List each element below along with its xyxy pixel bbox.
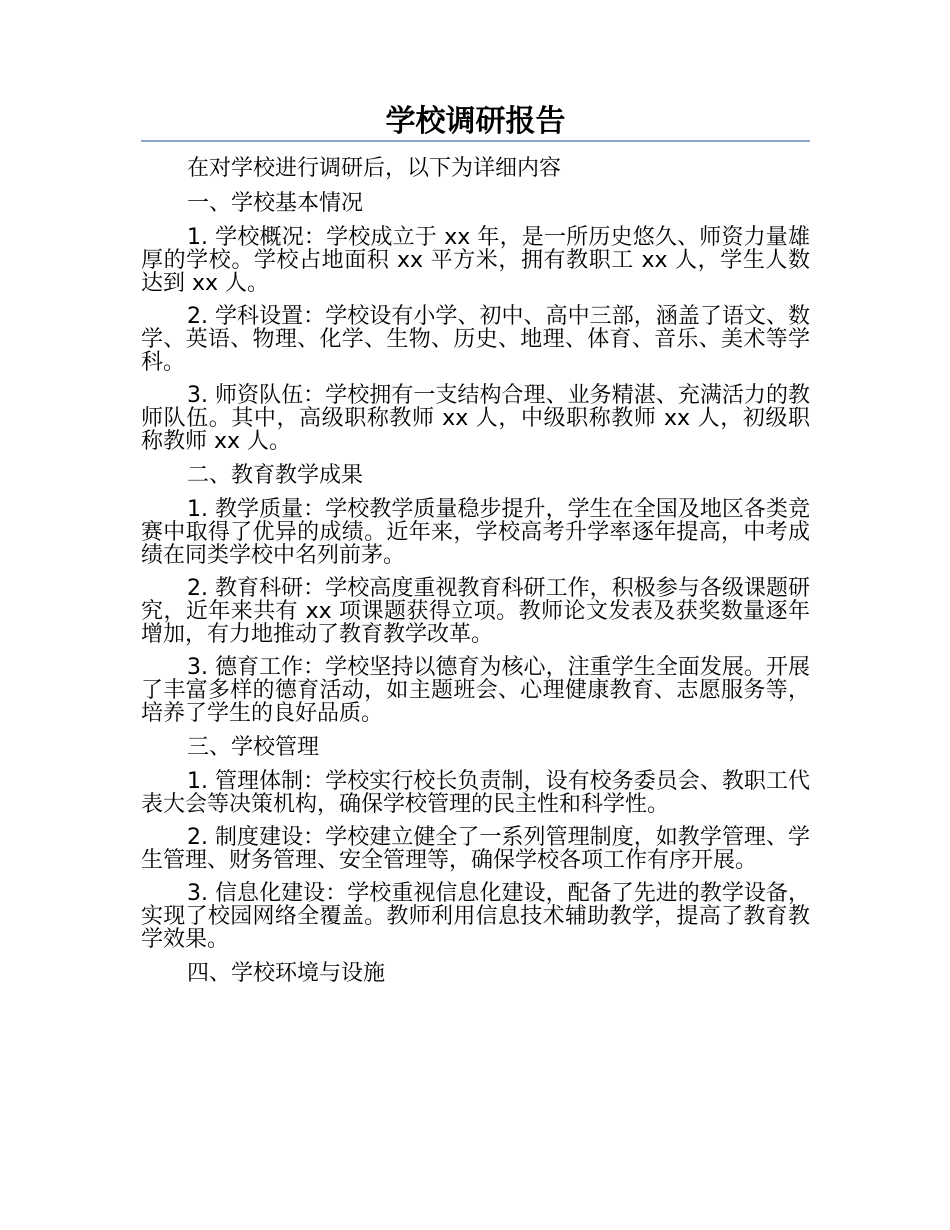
- paragraph-teaching-quality: 1. 教学质量：学校教学质量稳步提升，学生在全国及地区各类竞赛中取得了优异的成绩。近年来，学校高考升学率逐年提高，中考成绩在同类学校中名列前茅。: [141, 497, 810, 568]
- document-page: [141, 104, 810, 996]
- section-heading-school-management: 三、学校管理: [187, 735, 320, 760]
- paragraph-subject-settings: 2. 学科设置：学校设有小学、初中、高中三部，涵盖了语文、数学、英语、物理、化学、生物、历史、地理、体育、音乐、美术等学科。: [141, 304, 810, 375]
- document-title: 学校调研报告: [385, 104, 566, 139]
- paragraph-informatization: 3. 信息化建设：学校重视信息化建设，配备了先进的教学设备，实现了校园网络全覆盖。教师利用信息技术辅助教学，提高了教育教学效果。: [141, 881, 810, 952]
- paragraph-moral-education: 3. 德育工作：学校坚持以德育为核心，注重学生全面发展。开展了丰富多样的德育活动，如主题班会、心理健康教育、志愿服务等，培养了学生的良好品质。: [141, 655, 810, 726]
- section-heading-environment-facilities: 四、学校环境与设施: [187, 961, 386, 986]
- paragraph-teaching-staff: 3. 师资队伍：学校拥有一支结构合理、业务精湛、充满活力的教师队伍。其中，高级职称教师 xx 人，中级职称教师 xx 人，初级职称教师 xx 人。: [141, 383, 810, 454]
- section-heading-teaching-results: 二、教育教学成果: [187, 463, 364, 488]
- paragraph-education-research: 2. 教育科研：学校高度重视教育科研工作，积极参与各级课题研究，近年来共有 xx 项课题获得立项。教师论文发表及获奖数量逐年增加，有力地推动了教育教学改革。: [141, 576, 810, 647]
- paragraph-institution-building: 2. 制度建设：学校建立健全了一系列管理制度，如教学管理、学生管理、财务管理、安全管理等，确保学校各项工作有序开展。: [141, 825, 810, 873]
- title-underline: [141, 140, 810, 142]
- intro-paragraph: 在对学校进行调研后，以下为详细内容: [187, 156, 562, 181]
- paragraph-school-overview: 1. 学校概况：学校成立于 xx 年，是一所历史悠久、师资力量雄厚的学校。学校占地面积 xx 平方米，拥有教职工 xx 人，学生人数达到 xx 人。: [141, 225, 810, 296]
- paragraph-management-system: 1. 管理体制：学校实行校长负责制，设有校务委员会、教职工代表大会等决策机构，确保学校管理的民主性和科学性。: [141, 769, 810, 817]
- section-heading-basic-info: 一、学校基本情况: [187, 191, 364, 216]
